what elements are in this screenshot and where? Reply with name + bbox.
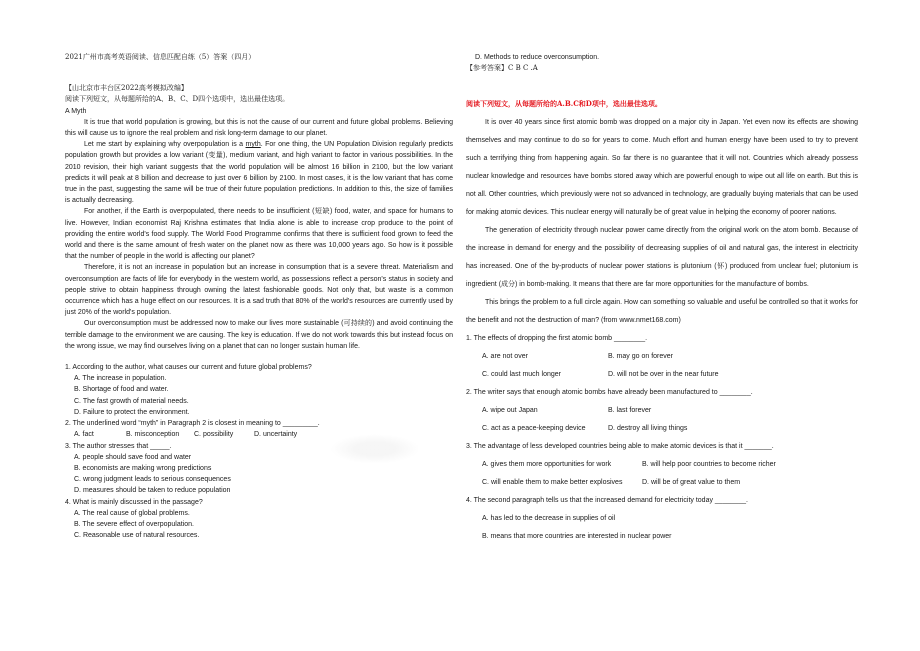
option: A. The real cause of global problems.: [74, 509, 190, 517]
source-note: 【山北京市丰台区2022高考模拟改编】: [65, 84, 188, 93]
paragraph-5: Our overconsumption must be addressed now to make our lives more sustainable (可持续的) and avoid continuing the terrible damage to the environment we are causing. The key is education. If we do not work towards this but instead focus on the wrong issue, we may find ourselves living on a planet that can no longer sustain human life.: [65, 320, 453, 350]
instruction-red: 阅读下列短文，从每题所给的A.B.C和D项中，选出最佳选项。: [466, 99, 662, 109]
option: D. will be of great value to them: [642, 478, 741, 486]
paragraph-2-start: Let me start by explaining why overpopulation is a: [84, 141, 246, 149]
option: D. Methods to reduce overconsumption.: [475, 54, 600, 61]
options-row: [466, 420, 858, 438]
paragraph-3: This brings the problem to a full circle again. How can something so valuable and useful be controlled so that it works for the benefit and not the destruction of man? (from www.nmet168.com): [466, 298, 858, 324]
option: A. The increase in population.: [74, 375, 167, 383]
option: A. people should save food and water: [74, 453, 192, 461]
question-text: 4. What is mainly discussed in the passage?: [65, 498, 203, 506]
right-column: [466, 52, 858, 546]
faint-watermark: [330, 434, 420, 464]
question-text: 3. The advantage of less developed countries being able to make atomic devices is that it _______.: [466, 442, 774, 450]
answer-key: 【参考答案】C B C .A: [466, 64, 538, 73]
option: C. act as a peace-keeping device: [482, 424, 586, 432]
option: A. gives them more opportunities for work: [482, 460, 612, 468]
option: B. misconception: [126, 431, 180, 439]
option: D. Failure to protect the environment.: [74, 408, 190, 416]
passage-title: A Myth: [65, 107, 87, 115]
option: A. are not over: [482, 352, 528, 360]
option: D. will not be over in the near future: [608, 370, 719, 378]
question-3: [466, 438, 858, 492]
option: C. The fast growth of material needs.: [74, 397, 189, 405]
option: B. may go on forever: [608, 352, 673, 360]
paragraph-3: For another, if the Earth is overpopulated, there needs to be insufficient (短缺) food, water, and space for humans to live. However, Indian economist Raj Krishna estimates that India alone is able to increase crop produce to the point of providing the entire world's food supply. The World Food Programme confirms that there is sufficient food grown to feed the world and there is the same amount of fresh water on the planet now as there was 10,000 years ago. So how is it possible that the number of people in the world is affecting our planet?: [65, 208, 453, 261]
option: A. wipe out Japan: [482, 406, 538, 414]
option: D. measures should be taken to reduce population: [74, 487, 231, 495]
question-4: [65, 497, 453, 542]
question-1: [65, 362, 453, 418]
options-row: [466, 348, 858, 366]
option: B. will help poor countries to become richer: [642, 460, 776, 468]
instruction: 阅读下列短文，从每题所给的A、B、C、D四个选项中，选出最佳选项。: [65, 95, 290, 104]
question-text: 4. The second paragraph tells us that the increased demand for electricity today ________.: [466, 496, 748, 504]
option: C. Reasonable use of natural resources.: [74, 532, 200, 540]
question-2: [466, 384, 858, 438]
question-text: 1. According to the author, what causes our current and future global problems?: [65, 364, 312, 372]
paragraph-1: It is true that world population is growing, but this is not the cause of our current and future global problems. Believing this will cause us to ignore the real problem and risk long-term damage to our planet.: [65, 118, 453, 138]
options-row: [466, 366, 858, 384]
option: B. means that more countries are interested in nuclear power: [482, 532, 672, 540]
option: C. possibility: [194, 431, 234, 439]
options-row: [466, 402, 858, 420]
option: C. could last much longer: [482, 370, 561, 378]
paragraph-2: The generation of electricity through nuclear power came directly from the original work on the atom bomb. Because of the increase in demand for energy and the possibility of decreasing supplies of oil and natural gas, the interest in electricity has increased. One of the by-products of nuclear power stations is plutonium (钚) produced from unclear fuel; plutonium is ingredient (成分) in bomb-making. It means that there are far more opportunities for the manufacture of bombs.: [466, 226, 858, 288]
question-4: [466, 492, 858, 546]
document-title: 2021广州市高考英语阅读、信息匹配自练（5）答案（四月）: [65, 53, 256, 61]
option: D. destroy all living things: [608, 424, 688, 432]
option: B. Shortage of food and water.: [74, 386, 169, 394]
paragraph-1: It is over 40 years since first atomic bomb was dropped on a major city in Japan. Yet even now its effects are showing themselves and may continue to do so for years to come. Much effort and human energy have been used to try to prevent such a terrifying thing from happening again. So far there is no guarantee that it will not. Countries which already possess nuclear knowledge and resources have bombs stored away which are powerful enough to wipe out all life on earth. But this is not all. Other countries, which previously were not so advanced in technology, are gradually buying materials that can be used for making atomic devices. This nuclear energy will naturally be of great value in helping the economy of poorer nations.: [466, 118, 858, 216]
question-text: 3. The author stresses that _____.: [65, 442, 172, 450]
option: B. last forever: [608, 406, 652, 414]
question-1: [466, 330, 858, 384]
option: A. has led to the decrease in supplies of oil: [482, 514, 616, 522]
paragraph-4: Therefore, it is not an increase in population but an increase in consumption that is a severe threat. Materialism and overconsumption are facts of life for everybody in the western world, as possessions reflect a person's status in society and people strive to obtain happiness through owning the latest fashionable goods. Not only that, but waste is a common occurrence which has a huge effect on our resources. It is a sad truth that 80% of the world's resources are currently used by just 20% of the world's population.: [65, 264, 453, 317]
question-text: 2. The writer says that enough atomic bombs have already been manufactured to ________.: [466, 388, 753, 396]
option: B. economists are making wrong predictions: [74, 464, 212, 472]
question-text: 1. The effects of dropping the first atomic bomb ________.: [466, 334, 648, 342]
underlined-word: myth: [245, 141, 261, 149]
option: B. The severe effect of overpopulation.: [74, 520, 194, 528]
left-column: [65, 52, 453, 541]
option: A. fact: [74, 431, 94, 439]
option: C. will enable them to make better explosives: [482, 478, 623, 486]
paragraph-2-rest: . For one thing, the UN Population Division regularly predicts population growth but provides a low variant (变量), medium variant, and high variant to factor in various possibilities. In the 2010 revision, their high variant suggests that the world population will be almost 16 billion in 2100, but the low variant predicts it will peak at 8 billion and decrease to just over 6 billion by 2100. In most cases, it is the low variant that has come true in the past, suggesting the same will be true of their future population predictions. In addition to this, the size of families is actually decreasing.: [65, 141, 453, 205]
question-text: 2. The underlined word “myth” in Paragraph 2 is closest in meaning to _________.: [65, 420, 320, 428]
paragraph-2: [65, 139, 453, 206]
options-row: [466, 456, 858, 474]
options-row: [466, 474, 858, 492]
option: D. uncertainty: [254, 431, 298, 439]
option: C. wrong judgment leads to serious consequences: [74, 476, 231, 484]
